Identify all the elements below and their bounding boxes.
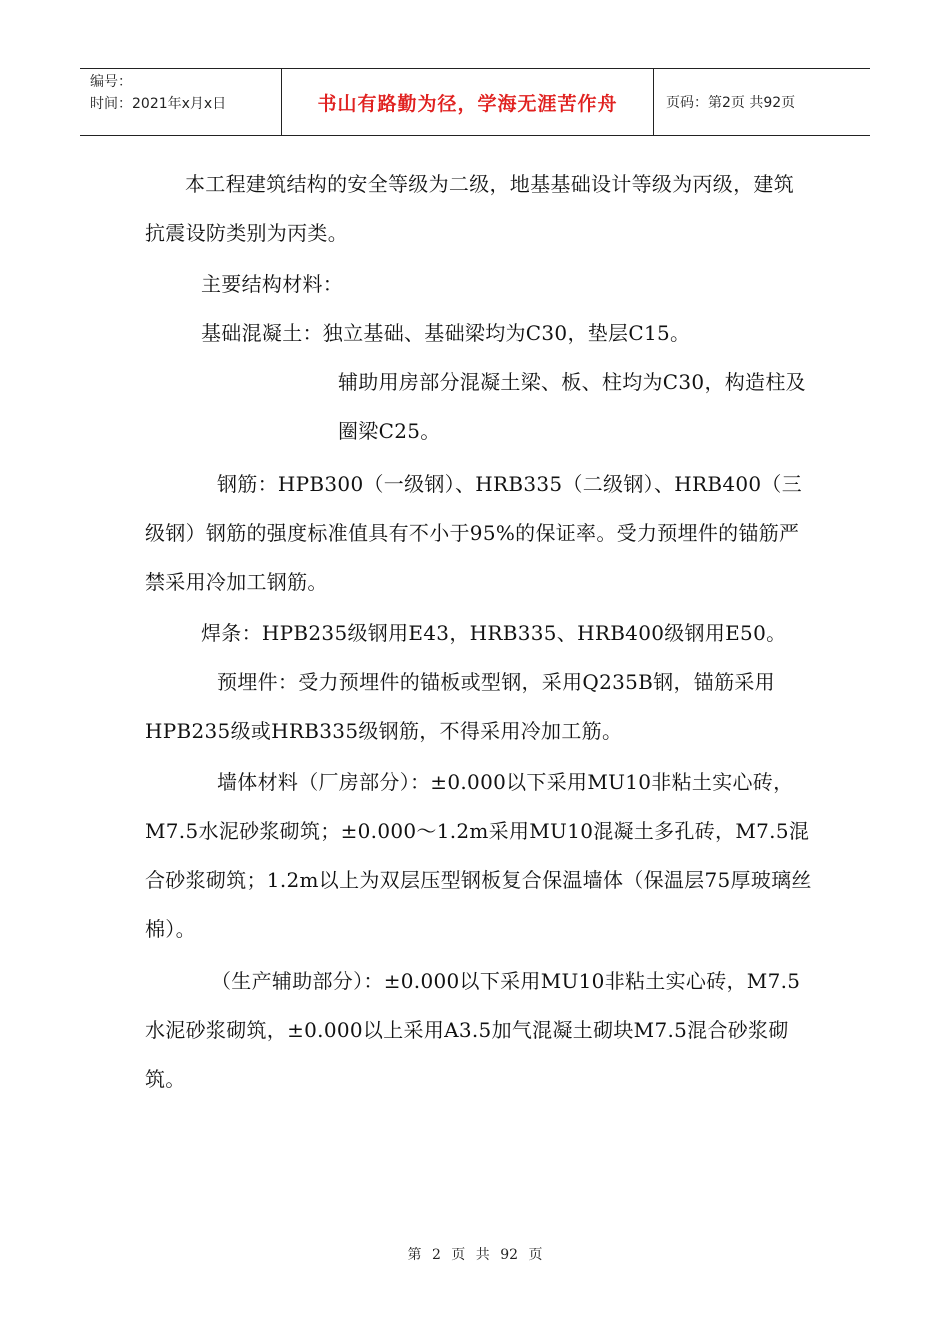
header-motto (281, 69, 654, 135)
page-info-text: 页码：第2页 共92页 (666, 95, 796, 111)
paragraph-foundation-concrete: 基础混凝土：独立基础、基础梁均为C30，垫层C15。 (201, 321, 691, 345)
document-date: 时间：2021年x月x日 (90, 96, 227, 112)
header-page-info (654, 69, 870, 135)
paragraph-main-materials-heading: 主要结构材料： (201, 272, 344, 296)
header-meta (80, 69, 281, 135)
paragraph-safety-grade: 本工程建筑结构的安全等级为二级，地基基础设计等级为丙级，建筑抗震设防类别为丙类。 (145, 172, 794, 245)
paragraph-embedded-parts: 预埋件：受力预埋件的锚板或型钢，采用Q235B钢，锚筋采用HPB235级或HRB335级钢筋，不得采用冷加工筋。 (145, 670, 775, 743)
document-number-label: 编号： (90, 74, 132, 90)
paragraph-welding-rods: 焊条：HPB235级钢用E43，HRB335、HRB400级钢用E50。 (201, 621, 787, 645)
paragraph-wall-materials-plant: 墙体材料（厂房部分）：±0.000以下采用MU10非粘土实心砖，M7.5水泥砂浆砌筑；±0.000～1.2m采用MU10混凝土多孔砖，M7.5混合砂浆砌筑；1.2m以上为双层压型钢板复合保温墙体（保温层75厚玻璃丝棉）。 (145, 770, 812, 941)
motto-text: 书山有路勤为径，学海无涯苦作舟 (317, 92, 618, 115)
paragraph-rebar: 钢筋：HPB300（一级钢）、HRB335（二级钢）、HRB400（三级钢）钢筋的强度标准值具有不小于95%的保证率。受力预埋件的锚筋严禁采用冷加工钢筋。 (145, 472, 803, 594)
paragraph-wall-materials-auxiliary: （生产辅助部分）：±0.000以下采用MU10非粘土实心砖，M7.5水泥砂浆砌筑，±0.000以上采用A3.5加气混凝土砌块M7.5混合砂浆砌筑。 (145, 969, 801, 1091)
page-header (80, 68, 870, 136)
paragraph-auxiliary-concrete: 辅助用房部分混凝土梁、板、柱均为C30，构造柱及圈梁C25。 (338, 370, 806, 443)
page-footer (0, 1244, 950, 1264)
footer-page-number: 第 2 页 共 92 页 (407, 1247, 543, 1263)
